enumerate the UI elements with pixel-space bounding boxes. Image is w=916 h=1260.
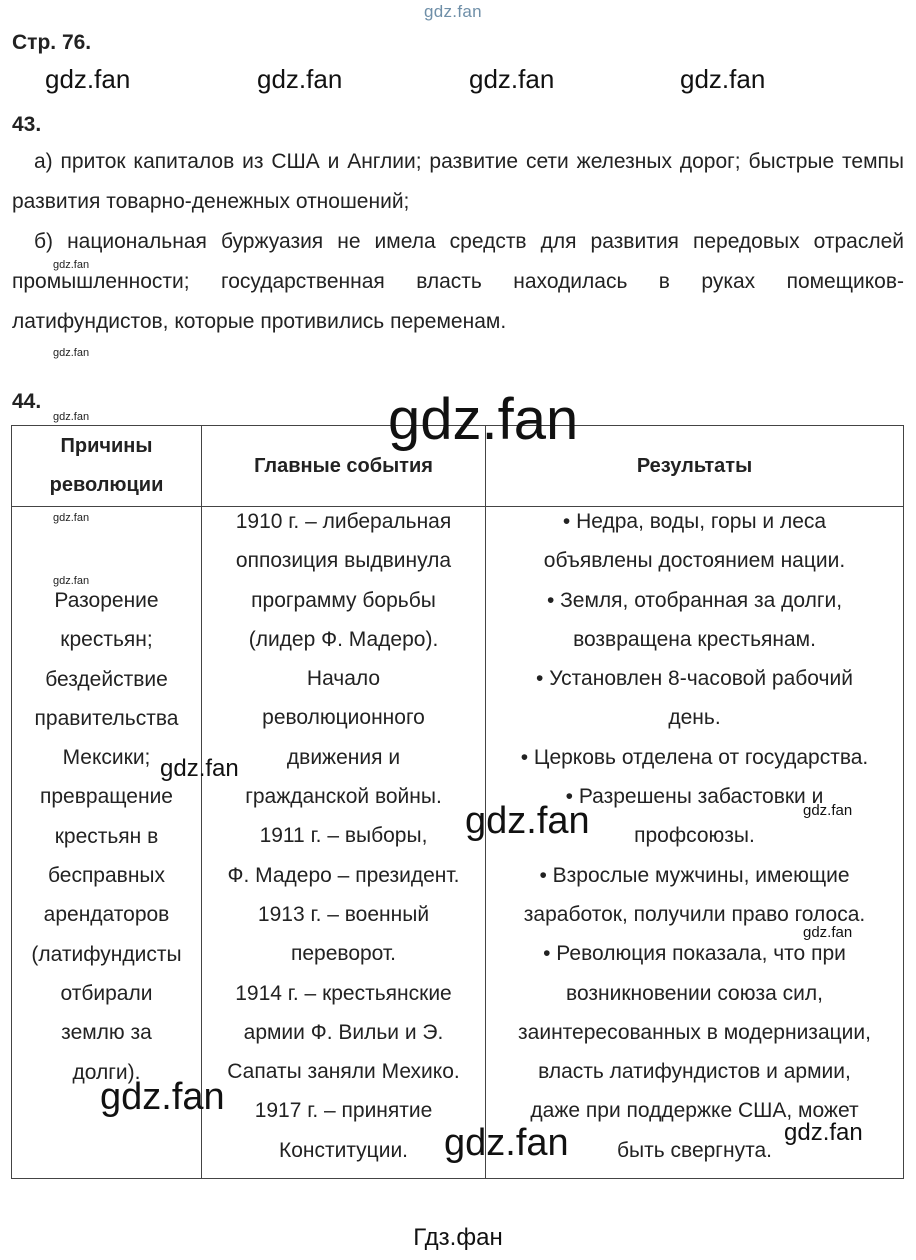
event-line: переворот. xyxy=(290,942,397,966)
result-line: день. xyxy=(668,706,721,730)
event-line: гражданской войны. xyxy=(245,785,442,809)
header-causes xyxy=(12,426,201,506)
event-line: оппозиция выдвинула xyxy=(235,549,452,573)
watermark: gdz.fan xyxy=(444,1122,569,1164)
event-line: Конституции. xyxy=(278,1138,409,1162)
cause-line: бездействие xyxy=(45,667,168,691)
result-line: возвращена крестьянам. xyxy=(573,627,816,651)
watermark-small: gdz.fan xyxy=(53,512,90,524)
watermark: gdz.fan xyxy=(469,64,555,94)
result-line: объявлены достоянием нации. xyxy=(543,549,846,573)
watermark: gdz.fan xyxy=(45,64,131,94)
event-line: 1911 г. – выборы, xyxy=(259,824,428,848)
revolution-table xyxy=(11,425,904,1179)
cause-line: превращение xyxy=(40,785,173,809)
watermark: gdz.fan xyxy=(160,755,239,782)
causes-cell xyxy=(12,581,201,1092)
watermark: gdz.fan xyxy=(465,800,590,842)
watermark: gdz.fan xyxy=(100,1076,225,1118)
cause-line: крестьян; xyxy=(60,628,153,652)
task-43-answer-b xyxy=(12,222,904,342)
result-line: заинтересованных в модернизации, xyxy=(518,1020,871,1044)
result-line: • Церковь отделена от государства. xyxy=(520,745,869,769)
header-causes-line: Причины xyxy=(60,435,153,457)
event-line: 1913 г. – военный xyxy=(257,902,430,926)
result-line: быть свергнута. xyxy=(617,1138,772,1162)
watermark-top: gdz.fan xyxy=(424,2,482,21)
answer-b-text: б) национальная буржуазия не имела средств для развития передовых отраслей промышленности; государственная власть находилась в руках помещиков-латифундистов, которые противились переменам. xyxy=(12,230,904,333)
event-line: (лидер Ф. Мадеро). xyxy=(248,627,439,651)
event-line: 1917 г. – принятие xyxy=(254,1099,433,1123)
result-line: • Разрешены забастовки и xyxy=(565,785,824,809)
result-line: профсоюзы. xyxy=(634,824,755,848)
result-line: • Революция показала, что при xyxy=(543,942,846,966)
footer-watermark: Гдз.фан xyxy=(413,1224,503,1251)
result-line: • Недра, воды, горы и леса xyxy=(562,510,827,533)
watermark-small: gdz.fan xyxy=(53,575,90,587)
cause-line: отбирали xyxy=(60,981,153,1005)
event-line: армии Ф. Вильи и Э. xyxy=(243,1020,444,1044)
cause-line: арендаторов xyxy=(43,903,170,927)
watermark: gdz.fan xyxy=(803,924,853,941)
result-line: • Земля, отобранная за долги, xyxy=(546,588,843,612)
event-line: программу борьбы xyxy=(251,588,436,612)
result-line: возникновении союза сил, xyxy=(566,981,823,1005)
event-line: Начало xyxy=(306,667,381,691)
result-line: • Взрослые мужчины, имеющие xyxy=(539,863,850,887)
cause-line: Разорение xyxy=(54,589,159,612)
watermark-small: gdz.fan xyxy=(53,347,90,359)
result-line: даже при поддержке США, может xyxy=(530,1099,859,1123)
cause-line: правительства xyxy=(34,706,179,730)
header-events-label: Главные события xyxy=(254,454,433,477)
result-line: заработок, получили право голоса. xyxy=(523,902,866,926)
header-results-label: Результаты xyxy=(636,454,753,477)
header-causes-line: революции xyxy=(49,474,164,496)
watermark: gdz.fan xyxy=(784,1119,863,1146)
watermark-small: gdz.fan xyxy=(53,259,90,271)
result-line: • Установлен 8-часовой рабочий xyxy=(536,667,853,691)
event-line: Сапаты заняли Мехико. xyxy=(227,1060,460,1084)
cause-line: крестьян в xyxy=(54,824,159,848)
event-line: Ф. Мадеро – президент. xyxy=(227,863,460,887)
cause-line: бесправных xyxy=(47,864,166,888)
cause-line: Мексики; xyxy=(62,746,151,770)
watermark: gdz.fan xyxy=(257,64,343,94)
cause-line: долги). xyxy=(72,1060,141,1084)
watermark-small: gdz.fan xyxy=(53,411,90,423)
answer-a-text: а) приток капиталов из США и Англии; развитие сети железных дорог; быстрые темпы развития товарно-денежных отношений; xyxy=(12,150,904,213)
event-line: 1910 г. – либеральная xyxy=(235,510,452,533)
event-line: движения и xyxy=(286,745,401,769)
result-line: власть латифундистов и армии, xyxy=(538,1060,851,1084)
watermark: gdz.fan xyxy=(680,64,766,94)
cause-line: (латифундисты xyxy=(31,942,182,966)
event-line: 1914 г. – крестьянские xyxy=(235,981,452,1005)
watermark-large: gdz.fan xyxy=(388,387,579,452)
task-44-number: 44. xyxy=(12,390,42,413)
page-reference: Стр. 76. xyxy=(12,31,92,54)
watermark: gdz.fan xyxy=(803,802,853,819)
event-line: революционного xyxy=(262,706,425,730)
task-43-answer-a xyxy=(12,142,904,222)
events-cell xyxy=(202,502,485,1170)
task-43-number: 43. xyxy=(12,113,42,136)
cause-line: землю за xyxy=(61,1021,152,1045)
